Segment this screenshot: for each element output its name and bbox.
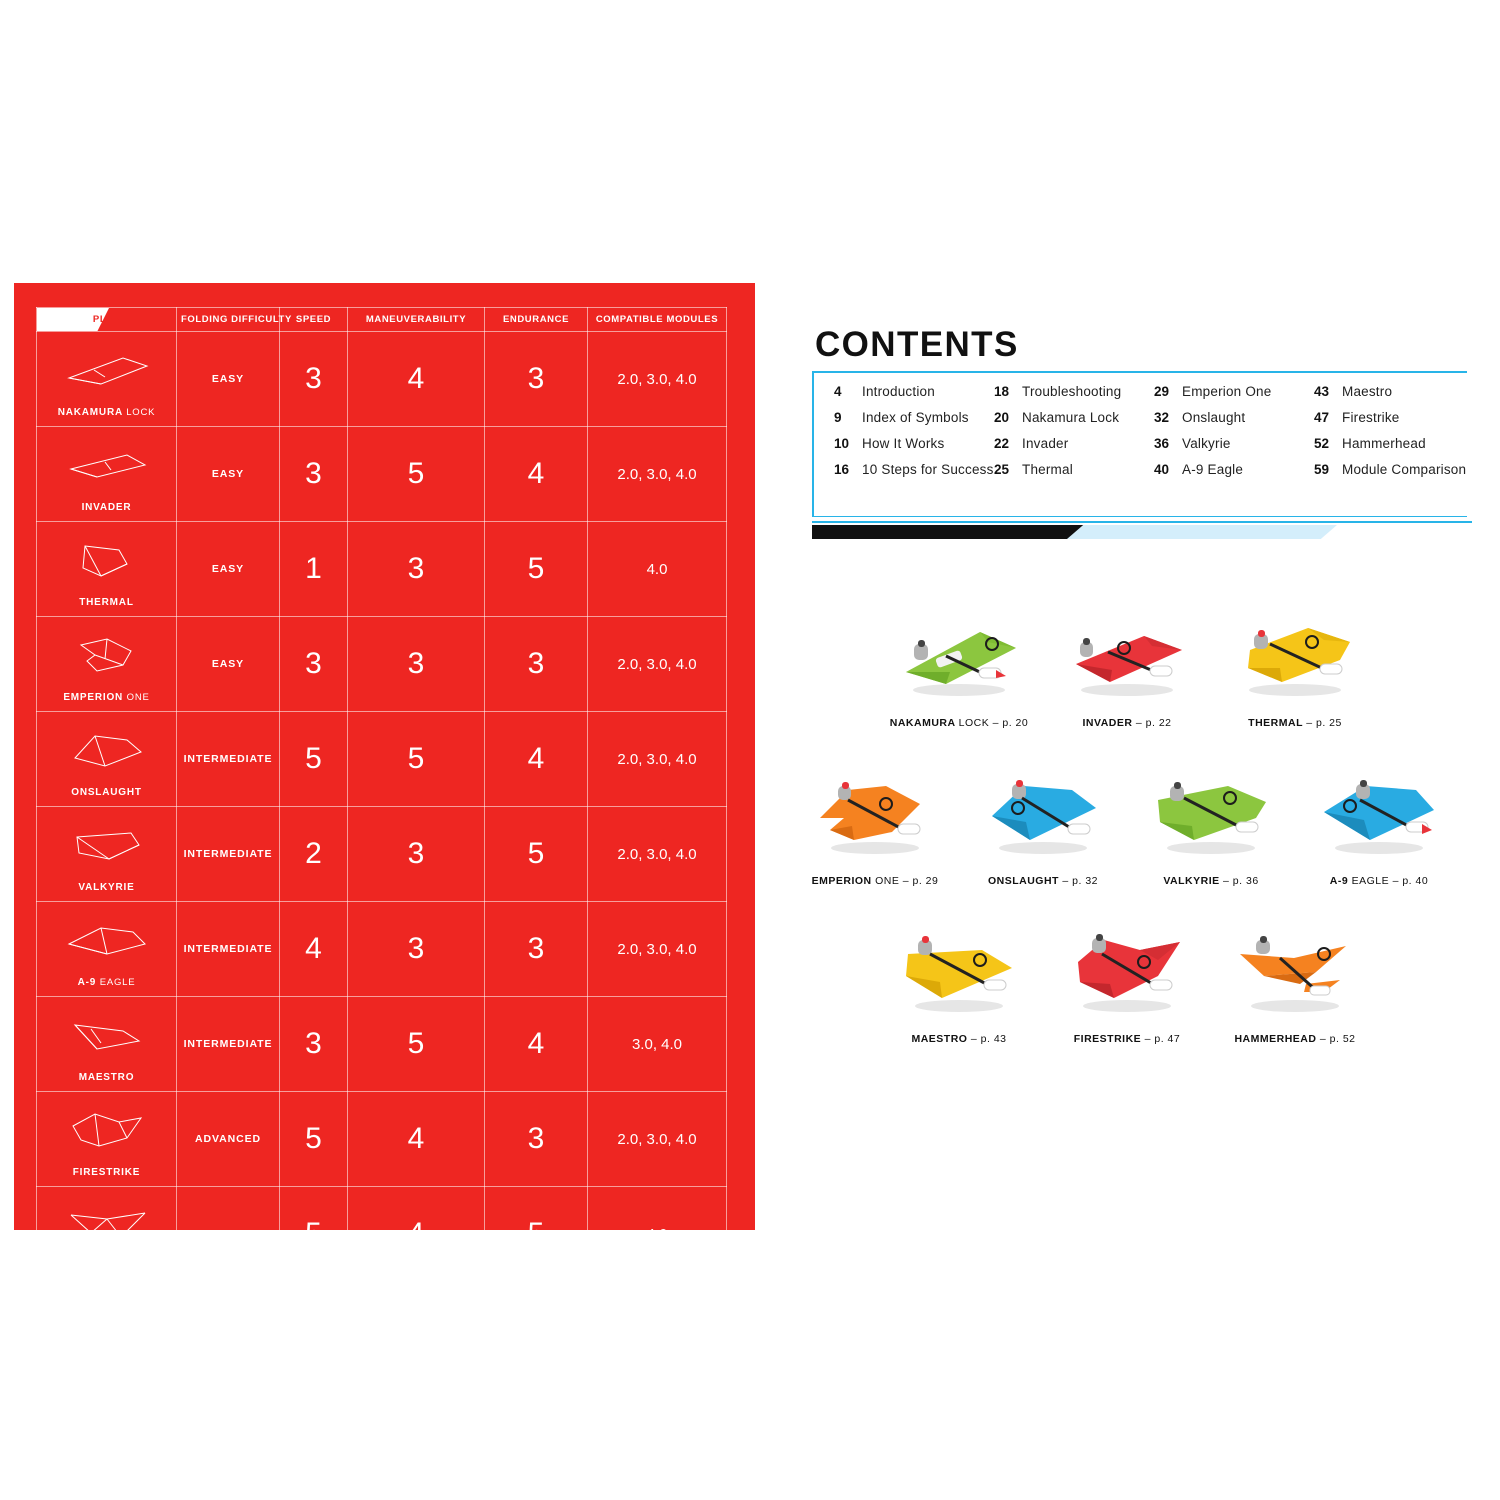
emperion-one-plane-image — [800, 751, 950, 871]
toc-entry[interactable] — [994, 384, 1154, 410]
toc-bottom-rule — [812, 516, 1467, 518]
toc-entry-label: Firestrike — [1342, 410, 1400, 425]
maneuverability-cell: 5 — [348, 427, 485, 522]
valkyrie-plane-image — [1136, 751, 1286, 871]
onslaught-plane-image — [968, 751, 1118, 871]
page-title: CONTENTS — [815, 325, 1019, 364]
gallery-item-invader[interactable] — [1052, 593, 1202, 729]
endurance-cell: 3 — [485, 1092, 588, 1187]
difficulty-cell: INTERMEDIATE — [177, 997, 280, 1092]
maneuverability-cell: 4 — [348, 1187, 485, 1282]
maneuverability-cell: 3 — [348, 617, 485, 712]
endurance-cell: 3 — [485, 332, 588, 427]
modules-cell: 2.0, 3.0, 4.0 — [588, 332, 727, 427]
toc-entry[interactable] — [1154, 462, 1314, 488]
toc-entry[interactable] — [994, 462, 1154, 488]
gallery-item-nakamura-lock[interactable] — [884, 593, 1034, 729]
gallery-item-emperion-one[interactable] — [800, 751, 950, 887]
toc-page-number: 18 — [994, 384, 1010, 399]
plane-stats-table — [36, 307, 727, 1282]
plane-name: VALKYRIE — [78, 882, 135, 893]
gallery-row — [797, 593, 1457, 729]
toc-entry[interactable] — [1154, 384, 1314, 410]
speed-cell: 4 — [280, 902, 348, 997]
gallery-item-firestrike[interactable] — [1052, 909, 1202, 1045]
toc-entry[interactable] — [1314, 462, 1474, 488]
toc-column-1 — [834, 384, 994, 488]
modules-cell: 2.0, 3.0, 4.0 — [588, 712, 727, 807]
plane-cell — [37, 522, 177, 617]
toc-entry[interactable] — [1314, 436, 1474, 462]
endurance-cell: 5 — [485, 522, 588, 617]
a9-eagle-plane-image — [1304, 751, 1454, 871]
gallery-item-onslaught[interactable] — [968, 751, 1118, 887]
plane-cell — [37, 807, 177, 902]
table-row — [37, 807, 727, 902]
gallery-row — [797, 909, 1457, 1045]
toc-entry-label: Introduction — [862, 384, 935, 399]
header-maneuverability: MANEUVERABILITY — [348, 308, 485, 332]
difficulty-cell: EASY — [177, 332, 280, 427]
thermal-outline-icon — [61, 534, 153, 586]
table-header — [37, 308, 727, 332]
toc-entry[interactable] — [1314, 384, 1474, 410]
toc-page-number: 10 — [834, 436, 850, 451]
emperion-one-outline-icon — [61, 629, 153, 681]
endurance-cell: 4 — [485, 997, 588, 1092]
plane-cell — [37, 332, 177, 427]
toc-page-number: 36 — [1154, 436, 1170, 451]
gallery-caption: NAKAMURA LOCK – p. 20 — [889, 717, 1029, 729]
modules-cell: 2.0, 3.0, 4.0 — [588, 902, 727, 997]
toc-page-number: 52 — [1314, 436, 1330, 451]
table-row — [37, 427, 727, 522]
toc-entry-label: Hammerhead — [1342, 436, 1426, 451]
difficulty-cell: INTERMEDIATE — [177, 902, 280, 997]
modules-cell: 2.0, 3.0, 4.0 — [588, 617, 727, 712]
left-page-comparison-table — [14, 283, 755, 1273]
toc-page-number: 20 — [994, 410, 1010, 425]
firestrike-plane-image — [1052, 909, 1202, 1029]
toc-entry-label: Valkyrie — [1182, 436, 1231, 451]
difficulty-cell: EASY — [177, 522, 280, 617]
decorative-banner — [812, 521, 1472, 543]
table-of-contents-panel — [812, 371, 1467, 517]
plane-name: THERMAL — [79, 597, 134, 608]
thermal-plane-image — [1220, 593, 1370, 713]
nakamura-lock-outline-icon — [61, 344, 153, 396]
table-row — [37, 997, 727, 1092]
header-folding-difficulty: FOLDING DIFFICULTY — [177, 308, 280, 332]
modules-cell: 4.0 — [588, 1187, 727, 1282]
right-page-contents — [757, 283, 1486, 1230]
plane-gallery — [797, 593, 1457, 1067]
maneuverability-cell: 5 — [348, 712, 485, 807]
table-row — [37, 1092, 727, 1187]
gallery-caption: EMPERION ONE – p. 29 — [811, 875, 939, 887]
toc-page-number: 43 — [1314, 384, 1330, 399]
toc-column-3 — [1154, 384, 1314, 488]
speed-cell: 5 — [280, 1092, 348, 1187]
plane-name: HAMMERHEAD — [65, 1262, 148, 1273]
plane-name: EMPERION ONE — [63, 692, 150, 703]
plane-name: MAESTRO — [78, 1072, 135, 1083]
plane-cell — [37, 997, 177, 1092]
toc-top-rule — [812, 371, 1467, 373]
gallery-caption: MAESTRO – p. 43 — [911, 1033, 1007, 1045]
endurance-cell: 5 — [485, 1187, 588, 1282]
toc-page-number: 4 — [834, 384, 842, 399]
toc-entry-label: Onslaught — [1182, 410, 1246, 425]
header-speed: SPEED — [280, 308, 348, 332]
difficulty-cell: ADVANCED — [177, 1092, 280, 1187]
header-plane-label: PLANE — [92, 314, 129, 325]
modules-cell: 2.0, 3.0, 4.0 — [588, 427, 727, 522]
modules-cell: 4.0 — [588, 522, 727, 617]
gallery-caption: ONSLAUGHT – p. 32 — [987, 875, 1099, 887]
toc-entry-label: How It Works — [862, 436, 945, 451]
plane-name: FIRESTRIKE — [72, 1167, 141, 1178]
toc-entry-label: Maestro — [1342, 384, 1393, 399]
endurance-cell: 3 — [485, 617, 588, 712]
hammerhead-plane-image — [1220, 909, 1370, 1029]
table-row — [37, 522, 727, 617]
plane-name: ONSLAUGHT — [71, 787, 142, 798]
toc-entry-label: Thermal — [1022, 462, 1073, 477]
modules-cell: 2.0, 3.0, 4.0 — [588, 807, 727, 902]
banner-blue-shape — [1067, 525, 1337, 539]
maneuverability-cell: 4 — [348, 1092, 485, 1187]
plane-cell — [37, 427, 177, 522]
hammerhead-outline-icon — [61, 1199, 153, 1251]
difficulty-cell: ADVANCED — [177, 1187, 280, 1282]
toc-columns — [834, 384, 1474, 488]
firestrike-outline-icon — [61, 1104, 153, 1156]
maneuverability-cell: 5 — [348, 997, 485, 1092]
toc-entry[interactable] — [834, 436, 994, 462]
toc-page-number: 22 — [994, 436, 1010, 451]
toc-page-number: 29 — [1154, 384, 1170, 399]
speed-cell: 5 — [280, 712, 348, 807]
table-row — [37, 332, 727, 427]
header-endurance: ENDURANCE — [485, 308, 588, 332]
plane-cell — [37, 902, 177, 997]
endurance-cell: 4 — [485, 712, 588, 807]
toc-entry-label: Invader — [1022, 436, 1069, 451]
toc-column-2 — [994, 384, 1154, 488]
plane-name: INVADER — [81, 502, 132, 513]
maneuverability-cell: 3 — [348, 807, 485, 902]
toc-entry[interactable] — [994, 410, 1154, 436]
gallery-caption: HAMMERHEAD – p. 52 — [1234, 1033, 1356, 1045]
toc-page-number: 9 — [834, 410, 842, 425]
onslaught-outline-icon — [61, 724, 153, 776]
toc-page-number: 59 — [1314, 462, 1330, 477]
gallery-item-thermal[interactable] — [1220, 593, 1370, 729]
toc-entry[interactable] — [1154, 410, 1314, 436]
gallery-caption: THERMAL – p. 25 — [1248, 717, 1342, 729]
plane-cell — [37, 1092, 177, 1187]
table-row — [37, 1187, 727, 1282]
speed-cell: 3 — [280, 617, 348, 712]
gallery-item-hammerhead[interactable] — [1220, 909, 1370, 1045]
maestro-outline-icon — [61, 1009, 153, 1061]
plane-stats-table-wrapper — [36, 307, 726, 1273]
header-plane — [37, 308, 177, 332]
nakamura-lock-plane-image — [884, 593, 1034, 713]
plane-name: A-9 EAGLE — [77, 977, 136, 988]
banner-rule — [812, 521, 1472, 523]
toc-entry[interactable] — [994, 436, 1154, 462]
gallery-item-valkyrie[interactable] — [1136, 751, 1286, 887]
gallery-item-a9-eagle[interactable] — [1304, 751, 1454, 887]
speed-cell: 5 — [280, 1187, 348, 1282]
toc-page-number: 32 — [1154, 410, 1170, 425]
toc-page-number: 40 — [1154, 462, 1170, 477]
endurance-cell: 5 — [485, 807, 588, 902]
header-compatible-modules: COMPATIBLE MODULES — [588, 308, 727, 332]
difficulty-cell: EASY — [177, 617, 280, 712]
banner-black-shape — [812, 525, 1102, 539]
speed-cell: 3 — [280, 332, 348, 427]
toc-entry-label: A-9 Eagle — [1182, 462, 1244, 477]
toc-entry-label: Emperion One — [1182, 384, 1272, 399]
gallery-caption: VALKYRIE – p. 36 — [1163, 875, 1259, 887]
speed-cell: 1 — [280, 522, 348, 617]
toc-entry-label: 10 Steps for Success — [862, 462, 994, 477]
gallery-caption: A-9 EAGLE – p. 40 — [1329, 875, 1429, 887]
gallery-item-maestro[interactable] — [884, 909, 1034, 1045]
plane-cell — [37, 712, 177, 807]
difficulty-cell: INTERMEDIATE — [177, 807, 280, 902]
toc-entry[interactable] — [1154, 436, 1314, 462]
plane-name: NAKAMURA LOCK — [57, 407, 156, 418]
toc-entry[interactable] — [834, 462, 994, 488]
invader-plane-image — [1052, 593, 1202, 713]
table-row — [37, 617, 727, 712]
maneuverability-cell: 3 — [348, 522, 485, 617]
table-row — [37, 712, 727, 807]
invader-outline-icon — [61, 439, 153, 491]
a9-eagle-outline-icon — [61, 914, 153, 966]
speed-cell: 3 — [280, 427, 348, 522]
toc-page-number: 16 — [834, 462, 850, 477]
difficulty-cell: EASY — [177, 427, 280, 522]
toc-page-number: 47 — [1314, 410, 1330, 425]
toc-entry[interactable] — [1314, 410, 1474, 436]
toc-entry-label: Index of Symbols — [862, 410, 969, 425]
difficulty-cell: INTERMEDIATE — [177, 712, 280, 807]
maestro-plane-image — [884, 909, 1034, 1029]
gallery-caption: FIRESTRIKE – p. 47 — [1073, 1033, 1181, 1045]
table-row — [37, 902, 727, 997]
maneuverability-cell: 3 — [348, 902, 485, 997]
table-body — [37, 332, 727, 1282]
endurance-cell: 3 — [485, 902, 588, 997]
gallery-row — [797, 751, 1457, 887]
table-header-row — [37, 308, 727, 332]
endurance-cell: 4 — [485, 427, 588, 522]
gallery-caption: INVADER – p. 22 — [1082, 717, 1172, 729]
modules-cell: 3.0, 4.0 — [588, 997, 727, 1092]
toc-entry-label: Module Comparison — [1342, 462, 1467, 477]
maneuverability-cell: 4 — [348, 332, 485, 427]
toc-left-rule — [812, 371, 814, 517]
toc-entry[interactable] — [834, 410, 994, 436]
plane-cell — [37, 1187, 177, 1282]
speed-cell: 3 — [280, 997, 348, 1092]
toc-entry-label: Troubleshooting — [1022, 384, 1122, 399]
valkyrie-outline-icon — [61, 819, 153, 871]
plane-cell — [37, 617, 177, 712]
toc-page-number: 25 — [994, 462, 1010, 477]
toc-entry[interactable] — [834, 384, 994, 410]
speed-cell: 2 — [280, 807, 348, 902]
modules-cell: 2.0, 3.0, 4.0 — [588, 1092, 727, 1187]
toc-entry-label: Nakamura Lock — [1022, 410, 1120, 425]
toc-column-4 — [1314, 384, 1474, 488]
